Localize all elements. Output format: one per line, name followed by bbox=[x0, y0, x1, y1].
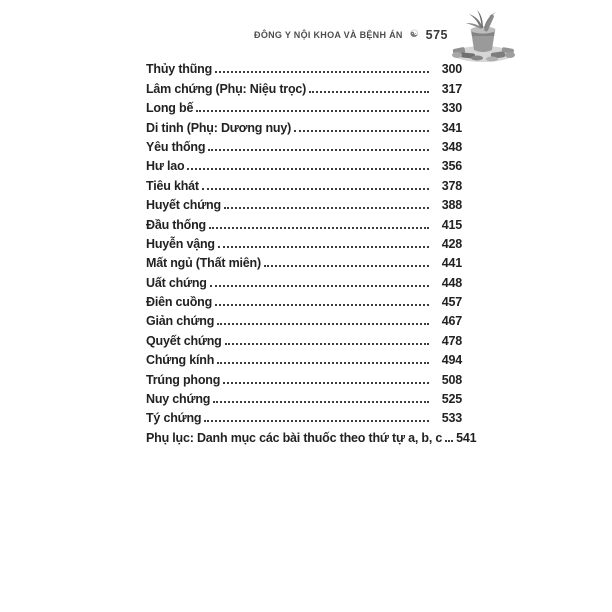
dot-leader bbox=[264, 265, 429, 267]
toc-entry-page: 415 bbox=[441, 217, 462, 232]
toc-entry-page: 441 bbox=[441, 256, 462, 271]
toc-entry-page: 448 bbox=[441, 275, 462, 290]
dot-leader bbox=[187, 168, 429, 170]
toc-entry-label: Đầu thống bbox=[146, 217, 206, 232]
dot-leader bbox=[445, 440, 453, 442]
toc-entry-label: Lâm chứng (Phụ: Niệu trọc) bbox=[146, 81, 307, 96]
toc-entry bbox=[146, 309, 462, 328]
yin-yang-ornament-icon: ☯ bbox=[409, 29, 419, 40]
dot-leader bbox=[215, 71, 429, 73]
toc-entry bbox=[146, 348, 462, 367]
dot-leader bbox=[215, 304, 429, 306]
dot-leader bbox=[213, 401, 429, 403]
toc-entry-page: 533 bbox=[441, 411, 462, 426]
toc-entry-label: Điên cuồng bbox=[146, 295, 213, 310]
dot-leader bbox=[209, 227, 429, 229]
toc-entry-label: Uất chứng bbox=[146, 275, 207, 290]
toc-entry-label: Giản chứng bbox=[146, 314, 215, 329]
toc-entry-page: 356 bbox=[441, 159, 462, 174]
toc-entry bbox=[146, 96, 462, 115]
toc-entry bbox=[146, 135, 462, 154]
toc-entry-label: Hư lao bbox=[146, 159, 185, 174]
toc-entry-label: Chứng kính bbox=[146, 353, 215, 368]
toc-entry-label: Huyết chứng bbox=[146, 198, 221, 213]
dot-leader bbox=[217, 323, 429, 325]
toc-entry-page: 541 bbox=[456, 430, 477, 445]
toc-entry bbox=[146, 232, 462, 251]
mortar-herbs-clipart bbox=[447, 8, 519, 64]
dot-leader bbox=[294, 130, 429, 132]
toc-entry-label: Mất ngủ (Thất miên) bbox=[146, 256, 261, 271]
toc-entry-page: 378 bbox=[441, 178, 462, 193]
toc-entry-page: 457 bbox=[441, 295, 462, 310]
toc-entry-page: 428 bbox=[441, 236, 462, 251]
dot-leader bbox=[202, 188, 429, 190]
page-number: 575 bbox=[425, 28, 448, 42]
dot-leader bbox=[210, 285, 429, 287]
toc-entry-label: Huyễn vậng bbox=[146, 236, 215, 251]
toc-entry-label: Tý chứng bbox=[146, 411, 202, 426]
toc-entry-page: 317 bbox=[441, 81, 462, 96]
dot-leader bbox=[204, 420, 429, 422]
toc-entry-page: 330 bbox=[441, 101, 462, 116]
toc-entry-page: 494 bbox=[441, 353, 462, 368]
toc-entry bbox=[146, 76, 462, 95]
toc-entry bbox=[146, 406, 462, 425]
toc-entry bbox=[146, 57, 462, 76]
dot-leader bbox=[196, 110, 429, 112]
toc-entry-label: Quyết chứng bbox=[146, 333, 222, 348]
toc-entry bbox=[146, 173, 462, 192]
dot-leader bbox=[217, 362, 429, 364]
toc-entry-label: Thủy thũng bbox=[146, 62, 213, 77]
table-of-contents bbox=[146, 57, 477, 445]
toc-entry bbox=[146, 367, 462, 386]
dot-leader bbox=[224, 207, 429, 209]
toc-entry-page: 467 bbox=[441, 314, 462, 329]
toc-entry bbox=[146, 425, 477, 445]
toc-entry bbox=[146, 270, 462, 289]
dot-leader bbox=[218, 246, 429, 248]
book-title: ĐÔNG Y NỘI KHOA VÀ BỆNH ÁN bbox=[254, 30, 403, 40]
toc-entry-page: 525 bbox=[441, 392, 462, 407]
dot-leader bbox=[309, 91, 429, 93]
toc-entry-label: Tiêu khát bbox=[146, 178, 199, 193]
toc-entry-label: Trúng phong bbox=[146, 372, 221, 387]
toc-entry-page: 508 bbox=[441, 372, 462, 387]
toc-entry bbox=[146, 387, 462, 406]
dot-leader bbox=[208, 149, 429, 151]
toc-entry-page: 478 bbox=[441, 333, 462, 348]
toc-entry-page: 341 bbox=[441, 120, 462, 135]
toc-entry bbox=[146, 154, 462, 173]
dot-leader bbox=[223, 382, 429, 384]
toc-entry-label: Nuy chứng bbox=[146, 392, 211, 407]
toc-entry-page: 388 bbox=[441, 198, 462, 213]
toc-entry bbox=[146, 251, 462, 270]
running-header bbox=[254, 28, 448, 42]
toc-entry-label: Yêu thống bbox=[146, 139, 206, 154]
toc-entry bbox=[146, 290, 462, 309]
toc-entry-page: 348 bbox=[441, 139, 462, 154]
dot-leader bbox=[225, 343, 429, 345]
toc-entry-label: Phụ lục: Danh mục các bài thuốc theo thứ tự a, b, c bbox=[146, 430, 443, 445]
toc-entry-label: Di tinh (Phụ: Dương nuy) bbox=[146, 120, 292, 135]
toc-entry bbox=[146, 212, 462, 231]
toc-entry bbox=[146, 193, 462, 212]
toc-entry bbox=[146, 328, 462, 347]
toc-entry-page: 300 bbox=[441, 62, 462, 77]
toc-entry-label: Long bế bbox=[146, 101, 194, 116]
toc-entry bbox=[146, 115, 462, 134]
